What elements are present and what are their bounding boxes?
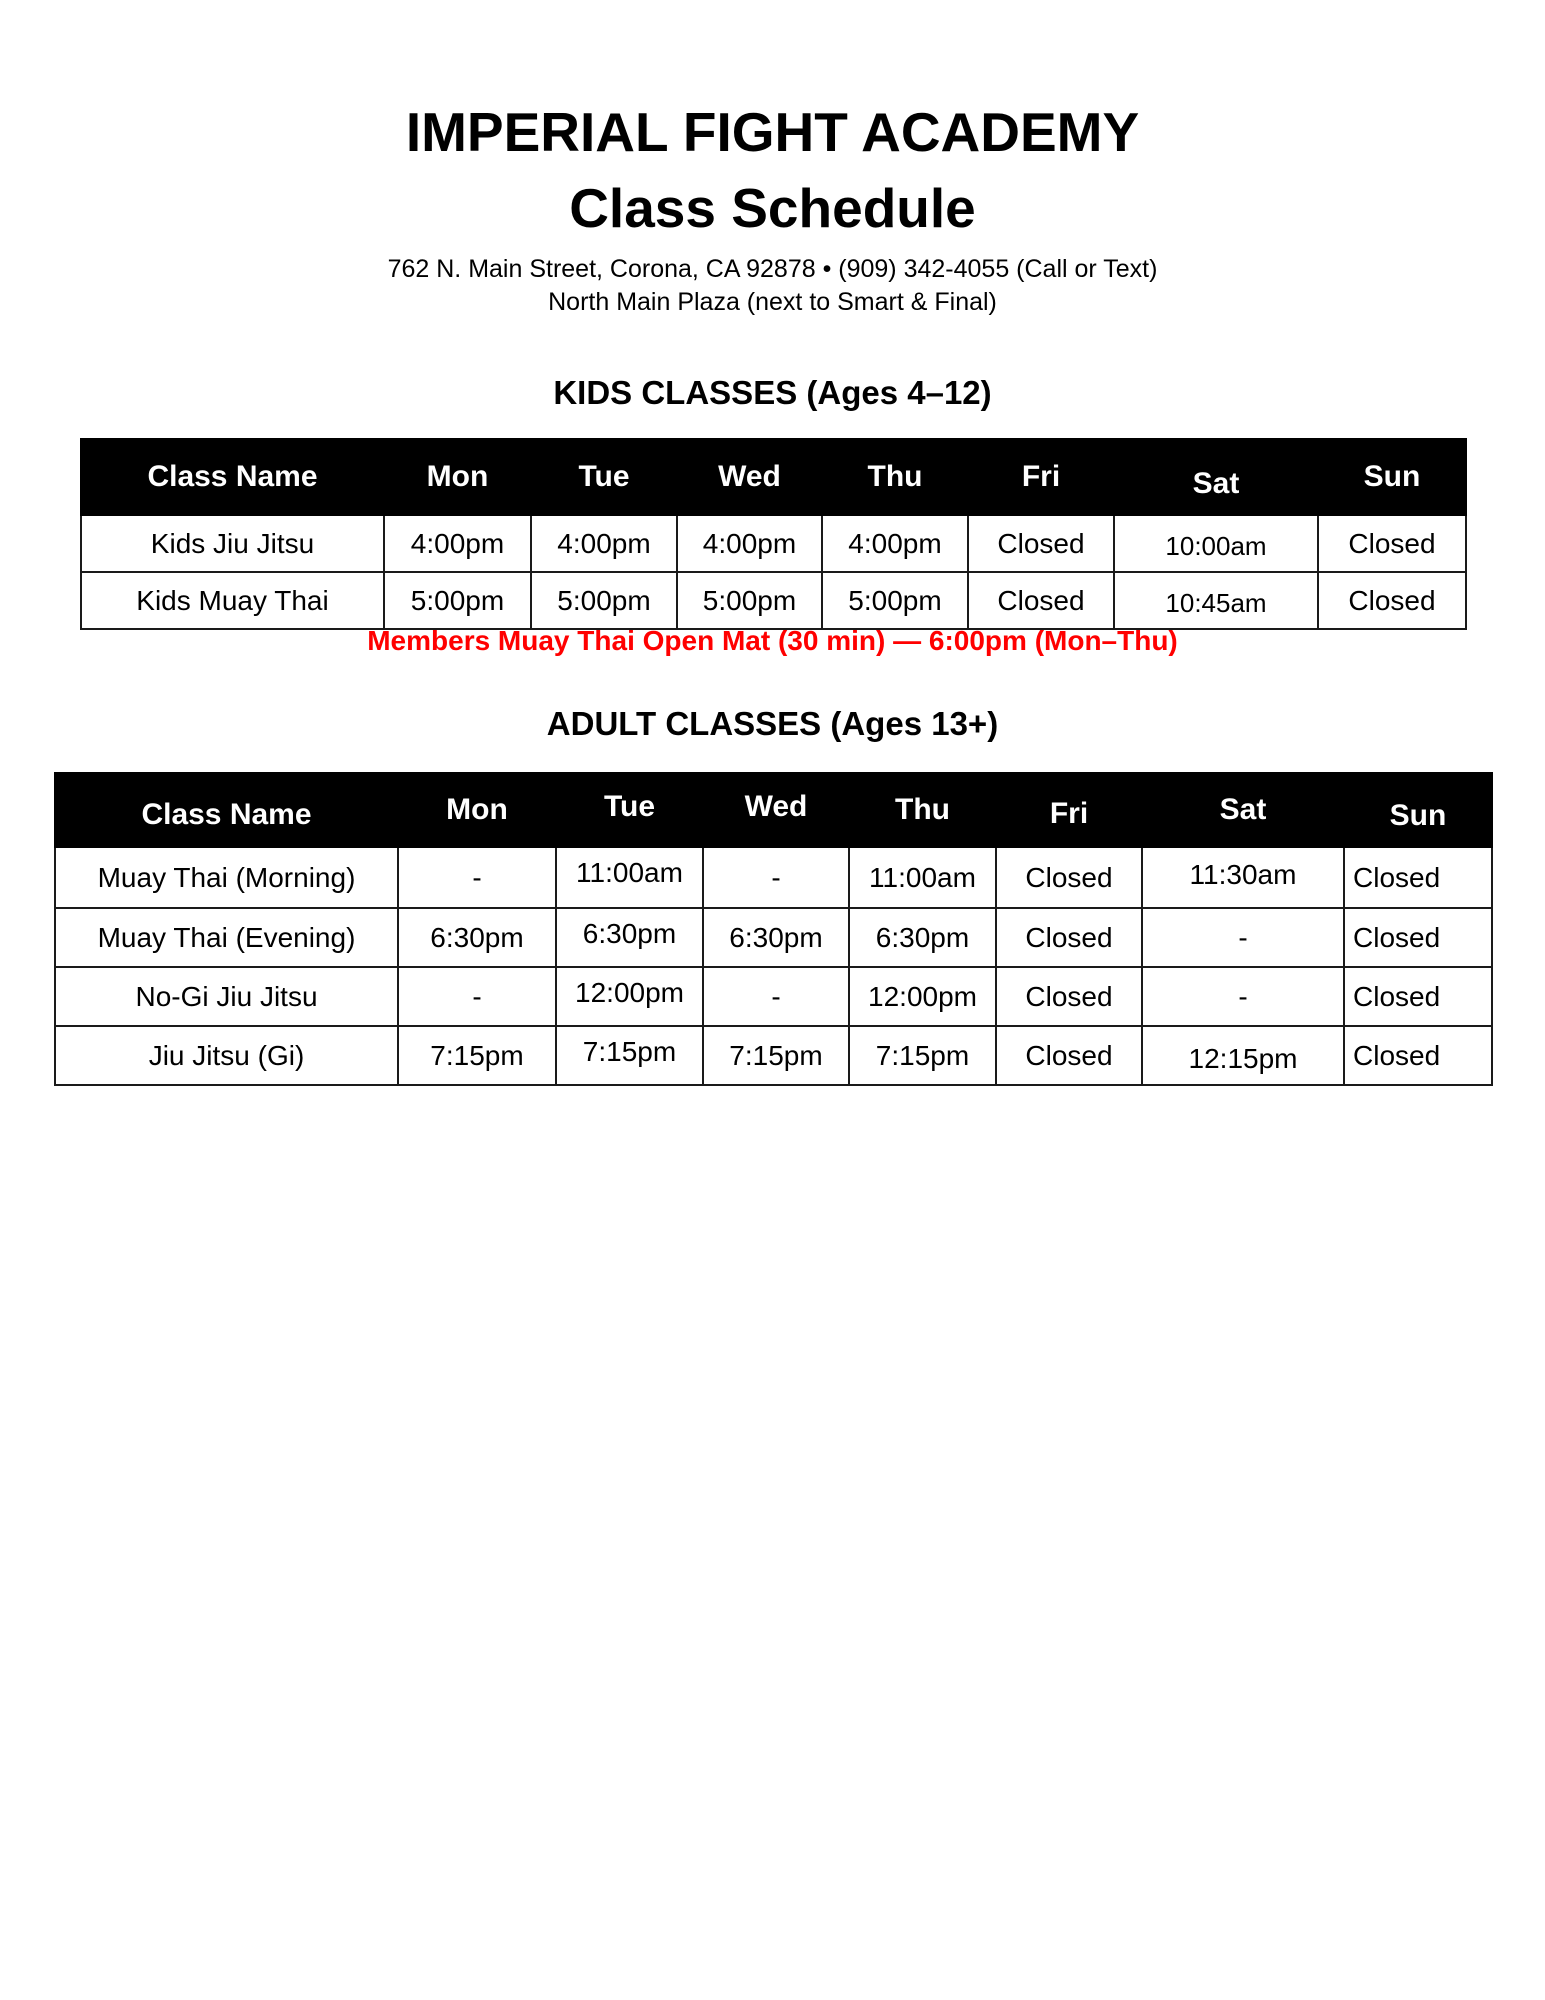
schedule-cell: 5:00pm: [822, 572, 968, 629]
schedule-cell: Closed: [996, 1026, 1142, 1085]
schedule-cell: Closed: [1344, 908, 1492, 967]
academy-title: IMPERIAL FIGHT ACADEMY: [405, 101, 1140, 163]
col-header-fri: Fri: [968, 439, 1114, 515]
col-header-sat: Sat: [1142, 773, 1344, 847]
class-name-cell: Muay Thai (Morning): [55, 847, 398, 908]
schedule-cell: -: [703, 967, 849, 1026]
schedule-cell: Closed: [996, 908, 1142, 967]
schedule-cell: Closed: [1318, 515, 1466, 572]
schedule-cell: -: [1142, 908, 1344, 967]
class-name-cell: Kids Jiu Jitsu: [81, 515, 384, 572]
schedule-cell: Closed: [996, 847, 1142, 908]
col-header-tue: Tue: [556, 773, 703, 847]
col-header-sun: Sun: [1344, 773, 1492, 847]
schedule-cell: 12:00pm: [849, 967, 996, 1026]
col-header-thu: Thu: [822, 439, 968, 515]
adult-section-heading: ADULT CLASSES (Ages 13+): [546, 705, 999, 742]
col-header-tue: Tue: [531, 439, 677, 515]
col-header-thu: Thu: [849, 773, 996, 847]
col-header-class-name: Class Name: [55, 773, 398, 847]
kids-schedule-table: [80, 438, 1467, 630]
schedule-cell: Closed: [968, 515, 1114, 572]
class-name-cell: Jiu Jitsu (Gi): [55, 1026, 398, 1085]
schedule-cell: Closed: [1344, 1026, 1492, 1085]
kids-header-row: [81, 439, 1466, 515]
schedule-cell: 11:30am: [1142, 847, 1344, 908]
schedule-cell: 5:00pm: [384, 572, 531, 629]
schedule-cell: 10:45am: [1114, 572, 1318, 629]
table-row: [81, 572, 1466, 629]
table-row: [81, 515, 1466, 572]
schedule-cell: 4:00pm: [384, 515, 531, 572]
class-name-cell: No-Gi Jiu Jitsu: [55, 967, 398, 1026]
schedule-cell: 4:00pm: [677, 515, 822, 572]
table-row: [55, 847, 1492, 908]
schedule-cell: 6:30pm: [398, 908, 556, 967]
address-line: 762 N. Main Street, Corona, CA 92878 • (909) 342-4055 (Call or Text): [387, 255, 1158, 283]
schedule-cell: 7:15pm: [703, 1026, 849, 1085]
schedule-cell: -: [398, 847, 556, 908]
schedule-cell: 12:00pm: [556, 967, 703, 1026]
col-header-class-name: Class Name: [81, 439, 384, 515]
schedule-cell: -: [703, 847, 849, 908]
col-header-wed: Wed: [703, 773, 849, 847]
schedule-cell: 6:30pm: [849, 908, 996, 967]
schedule-cell: 7:15pm: [849, 1026, 996, 1085]
schedule-cell: -: [1142, 967, 1344, 1026]
table-row: [55, 967, 1492, 1026]
col-header-wed: Wed: [677, 439, 822, 515]
schedule-cell: 6:30pm: [556, 908, 703, 967]
schedule-cell: 5:00pm: [531, 572, 677, 629]
table-row: [55, 908, 1492, 967]
schedule-cell: Closed: [1318, 572, 1466, 629]
schedule-cell: Closed: [996, 967, 1142, 1026]
schedule-cell: 12:15pm: [1142, 1026, 1344, 1085]
class-name-cell: Muay Thai (Evening): [55, 908, 398, 967]
col-header-sat: Sat: [1114, 439, 1318, 515]
col-header-mon: Mon: [384, 439, 531, 515]
schedule-cell: 11:00am: [849, 847, 996, 908]
schedule-cell: Closed: [1344, 967, 1492, 1026]
schedule-cell: 4:00pm: [822, 515, 968, 572]
adult-schedule-table: [54, 772, 1493, 1086]
location-line: North Main Plaza (next to Smart & Final): [548, 288, 997, 316]
col-header-mon: Mon: [398, 773, 556, 847]
table-row: [55, 1026, 1492, 1085]
adult-header-row: [55, 773, 1492, 847]
kids-section-heading: KIDS CLASSES (Ages 4–12): [553, 374, 992, 411]
schedule-cell: 6:30pm: [703, 908, 849, 967]
schedule-cell: 7:15pm: [398, 1026, 556, 1085]
schedule-cell: 5:00pm: [677, 572, 822, 629]
schedule-cell: 10:00am: [1114, 515, 1318, 572]
schedule-cell: 4:00pm: [531, 515, 677, 572]
schedule-cell: 7:15pm: [556, 1026, 703, 1085]
class-name-cell: Kids Muay Thai: [81, 572, 384, 629]
schedule-cell: Closed: [968, 572, 1114, 629]
schedule-cell: 11:00am: [556, 847, 703, 908]
open-mat-notice: Members Muay Thai Open Mat (30 min) — 6:00pm (Mon–Thu): [367, 625, 1178, 656]
schedule-title: Class Schedule: [569, 177, 976, 239]
col-header-sun: Sun: [1318, 439, 1466, 515]
col-header-fri: Fri: [996, 773, 1142, 847]
schedule-cell: -: [398, 967, 556, 1026]
schedule-cell: Closed: [1344, 847, 1492, 908]
